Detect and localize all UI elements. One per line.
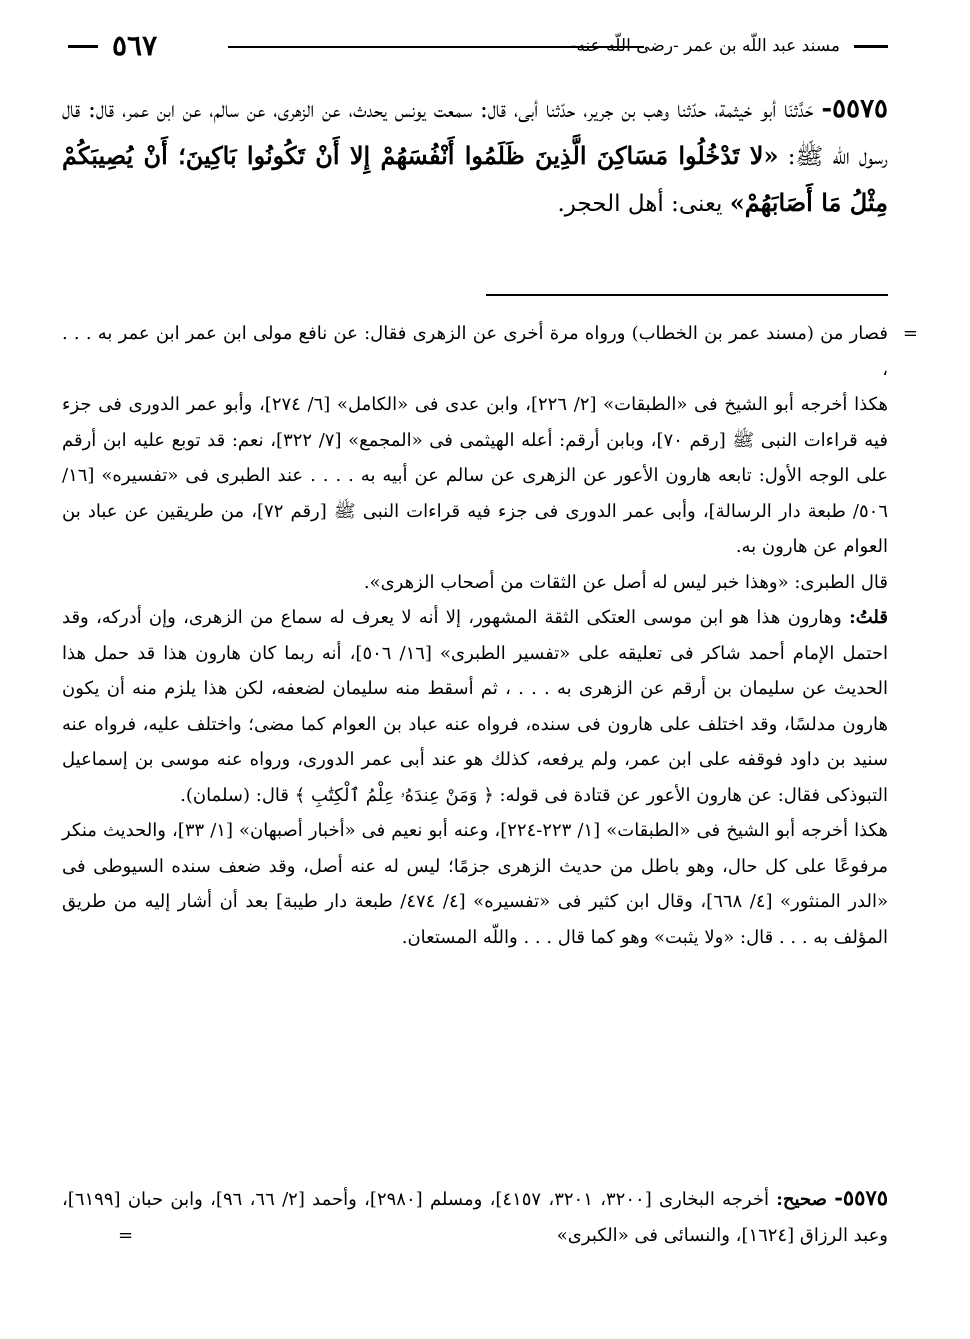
hadith-body <box>62 86 888 227</box>
page-number: ٥٦٧ <box>112 29 158 62</box>
note-paragraph-4 <box>62 600 888 813</box>
footnote-divider <box>486 294 888 296</box>
continuation-mark-end: = <box>118 1225 134 1246</box>
note-qultu: قلتُ: <box>849 607 888 628</box>
takhrij-text: أخرجه البخارى [٣٢٠٠، ٣٢٠١، ٤١٥٧]، ومسلم [٢٩٨٠]، وأحمد [٢/ ٦٦، ٩٦]، وابن حبان [٦١٩٩]، وعبد الرزاق [١٦٢٤]، والنسائى فى «الكبرى» <box>62 1189 888 1246</box>
takhrij-grade: صحيح: <box>776 1189 827 1210</box>
note-paragraph-2: هكذا أخرجه أبو الشيخ فى «الطبقات» [٢/ ٢٢٦]، وابن عدى فى «الكامل» [٦/ ٢٧٤]، وأبو عمر الدورى فى جزء فيه قراءات النبى ﷺ [رقم ٧٠]، وبابن أرقم: أعله الهيثمى فى «المجمع» [٧/ ٣٢٢]، نعم: قد توبع عليه ابن أرقم على الوجه الأول: تابعه هارون الأعور عن الزهرى عن سالم عن أبيه به . . . . عند الطبرى فى «تفسيره» [١٦/ ٥٠٦/ طبعة دار الرسالة]، وأبى عمر الدورى فى جزء فيه قراءات النبى ﷺ [رقم ٧٢]، من طريقين عن عباد بن العوام عن هارون به. <box>62 394 888 557</box>
quran-verse: ﴿ وَمَنْ عِندَهُۥ عِلْمُ ٱلْكِتَٰبِ ﴾ <box>294 784 494 806</box>
note-paragraph-1: فصار من (مسند عمر بن الخطاب) ورواه مرة أخرى عن الزهرى فقال: عن نافع مولى ابن عمر ابن عمر به . . . ، <box>62 323 888 380</box>
header-dash-left <box>68 45 98 48</box>
hadith-tail: يعنى: أهل الحجر. <box>557 191 723 217</box>
running-title: مسند عبد اللّه بن عمر -رضى اللّه عنه- <box>570 36 840 56</box>
page-header <box>60 28 888 64</box>
note-paragraph-4-tail: قال: (سلمان). <box>180 784 289 806</box>
note-paragraph-3: قال الطبرى: «وهذا خبر ليس له أصل عن الثقات من أصحاب الزهرى». <box>363 571 888 593</box>
hadith-number: ٥٥٧٥- <box>821 94 888 124</box>
note-paragraph-5: هكذا أخرجه أبو الشيخ فى «الطبقات» [١/ ٢٢٣-٢٢٤]، وعنه أبو نعيم فى «أخبار أصبهان» [١/ ٣٣]، والحديث منكر مرفوعًا على كل حال، وهو باطل من حديث الزهرى جزمًا؛ ليس له عنه أصل، وقد ضعف سنده السيوطى فى «الدر المنثور» [٤/ ٦٦٨]، وقال ابن كثير فى «تفسيره» [٤/ ٤٧٤/ طبعة دار طيبة] بعد أن أشار إليه من طريق المؤلف به . . . قال: «ولا يثبت» وهو كما قال . . . واللّه المستعان. <box>62 820 888 948</box>
takhrij <box>62 1180 888 1254</box>
note-paragraph-4-text: وهارون هذا هو ابن موسى العتكى الثقة المشهور، إلا أنه لا يعرف له سماع من الزهرى، وإن أدركه، وقد احتمل الإمام أحمد شاكر فى تعليقه على «تفسير الطبرى» [١٦/ ٥٠٦]، أنه ربما كان هارون هذا قد حمل هذا الحديث عن سليمان بن أرقم عن الزهرى به . . . ، ثم أسقط منه سليمان لضعفه، لكن هذا يلزم منه أن يكون هارون مدلسًا، وقد اختلف على هارون فى سنده، فرواه عنه عباد بن العوام كما مضى؛ واختلف عليه، فرواه عنه سنيد بن داود فوقفه على ابن عمر، ولم يرفعه، كذلك هو عند أبى عمر الدورى، ورواه عنه موسى بن إسماعيل التبوذكى فقال: عن هارون الأعور عن قتادة فى قوله: <box>62 607 888 806</box>
hadith-quote: «لا تَدْخُلُوا مَسَاكِنَ الَّذِينَ ظَلَمُوا أَنْفُسَهُمْ إِلا أَنْ تَكُونُوا بَاكِينَ؛ أَنْ يُصِيبَكُمْ مِثْلُ مَا أَصَابَهُمْ» <box>62 141 888 217</box>
footnotes <box>62 316 918 955</box>
continuation-mark: = <box>902 323 918 344</box>
hadith-chain: حَدَّثنَا أبو خيثمة، حدّثنا وهب بن جرير، حدّثنا أبى، قال: سمعت يونس يحدث، عن الزهرى، عن سالم، عن ابن عمر، قال: قال رسول اللّه ﷺ: <box>62 97 888 170</box>
takhrij-number: ٥٥٧٥- <box>834 1185 889 1210</box>
header-dash-right <box>854 45 888 48</box>
